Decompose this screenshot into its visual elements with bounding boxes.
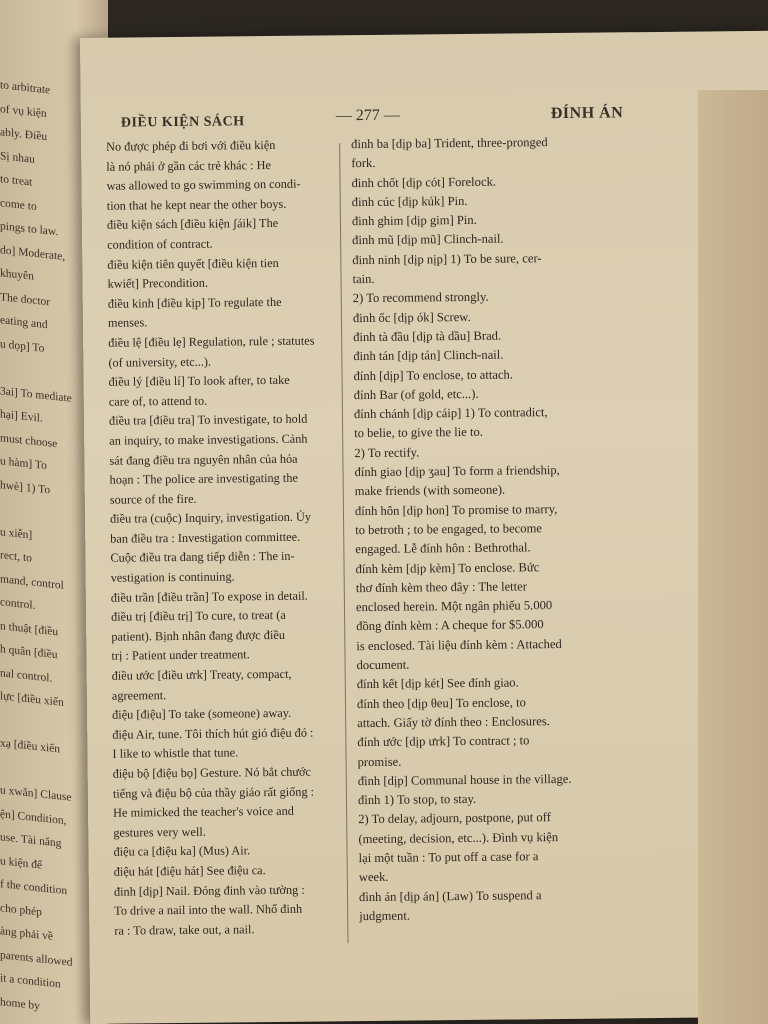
left-page-line: pings to law. <box>0 220 59 239</box>
left-page-line: u xiễn] <box>0 525 33 542</box>
header-left-guideword: ĐIỀU KIỆN SÁCH <box>120 114 245 131</box>
entry-line: (meeting, decision, etc...). Đình vụ kiện <box>358 829 559 846</box>
entry-line: thơ đính kèm theo đây : The letter <box>355 579 527 595</box>
page-edge <box>698 90 768 1024</box>
entry-line: engaged. Lễ đính hôn : Bethrothal. <box>355 540 531 557</box>
left-page-line: to arbitrate <box>0 79 51 97</box>
entry-line: đính giao [dịp ʒau] To form a friendship, <box>354 463 560 480</box>
left-page-line: u hàm] To <box>0 455 47 473</box>
entry-line: đình 1) To stop, to stay. <box>357 791 477 808</box>
entry-line: điều lý [điều lí] To look after, to take <box>108 372 290 389</box>
entry-line: sát đang điều tra nguyên nhân của hỏa <box>109 451 298 468</box>
entry-line: kwiết] Precondition. <box>107 275 209 291</box>
left-page-line: lực [điều xiến <box>0 690 64 709</box>
left-page-line: nal control. <box>0 666 53 685</box>
left-page-line: control. <box>0 596 36 612</box>
left-page-line: u dọp] To <box>0 337 45 355</box>
entry-line: enclosed herein. Một ngân phiếu 5.000 <box>355 598 553 615</box>
entry-line: make friends (with someone). <box>354 482 506 499</box>
entry-line: is enclosed. Tài liệu đính kèm : Attached <box>356 636 562 653</box>
left-page-line: mand, control <box>0 572 64 592</box>
entry-line: tion that he kept near the other boys. <box>106 196 287 213</box>
entry-line: điều kinh [điều kịp] To regulate the <box>107 294 282 311</box>
entry-line: đính ước [dịp ưrk] To contract ; to <box>357 733 530 750</box>
entry-line: an inquiry, to make investigations. Cảnh <box>109 431 308 448</box>
entry-line: agreement. <box>111 687 167 703</box>
page-number: — 277 — <box>335 106 400 125</box>
entry-line: (of university, etc...). <box>108 354 212 370</box>
left-page-line: of vụ kiện <box>0 102 47 120</box>
left-page-line: use. Tài năng <box>0 831 62 850</box>
entry-line: điều ước [điều ưrk] Treaty, compact, <box>111 666 292 683</box>
entry-line: ra : To draw, take out, a nail. <box>114 921 255 938</box>
entry-line: điệu [điệu] To take (someone) away. <box>112 706 292 722</box>
entry-line: đinh mũ [dịp mũ] Clinch-nail. <box>352 232 504 248</box>
entry-line: condition of contract. <box>107 236 213 252</box>
left-page-line: Sị nhau <box>0 149 35 166</box>
left-page-line: rect, to <box>0 549 32 565</box>
entry-line: judgment. <box>359 908 411 923</box>
left-page-line: u xwǎn] Clause <box>0 784 72 804</box>
entry-line: điều trần [điều trần] To expose in detail. <box>110 588 308 605</box>
left-page-line: eating and <box>0 314 48 332</box>
left-page-line: come to <box>0 196 37 213</box>
left-page-line: hại] Evil. <box>0 408 43 425</box>
entry-line: 2) To rectify. <box>354 445 420 460</box>
left-page-line: ện] Condition, <box>0 807 67 827</box>
entry-line: week. <box>358 870 389 885</box>
entry-line: lại một tuần : To put off a case for a <box>358 849 539 866</box>
left-page-line: h quân [điều <box>0 643 58 662</box>
left-page-line: u kiện để <box>0 854 43 872</box>
dictionary-page <box>80 31 768 1024</box>
entry-line: điều lệ [điều lẹ] Regulation, rule ; statutes <box>108 333 315 350</box>
entry-line: đinh tà đầu [dịp tà dầu] Brad. <box>353 328 502 345</box>
entry-line: đính hôn [dịp hon] To promise to marry, <box>354 501 558 518</box>
entry-line: đính kết [dịp két] See đính giao. <box>356 675 519 692</box>
entry-line: Cuộc điều tra đang tiếp diễn : The in- <box>110 549 295 566</box>
left-page-line: khuyên <box>0 267 34 283</box>
left-page-line: must choose <box>0 431 58 450</box>
entry-line: đính theo [dịp θeu] To enclose, to <box>356 694 527 711</box>
left-page-line: it a condition <box>0 972 61 991</box>
entry-line: I like to whistle that tune. <box>112 745 239 762</box>
entry-line: là nó phải ở gần các trẻ khác : He <box>106 157 272 174</box>
left-page-line: cho phép <box>0 901 42 919</box>
entry-line: đính kèm [dịp kèm] To enclose. Bức <box>355 559 540 576</box>
entry-line: đinh cúc [dịp kúk] Pin. <box>351 193 468 210</box>
left-page-line: The doctor <box>0 290 51 308</box>
entry-line: to belie, to give the lie to. <box>354 425 483 441</box>
left-column <box>106 135 342 941</box>
entry-line: điệu bộ [điệu bọ] Gesture. Nó bắt chước <box>112 764 312 781</box>
entry-line: To drive a nail into the wall. Nhổ đinh <box>114 901 303 918</box>
entry-line: đinh ba [dịp ba] Trident, three-pronged <box>351 135 548 152</box>
left-page-line: xạ [điều xiến <box>0 737 61 756</box>
entry-line: đồng đính kèm : A cheque for $5.000 <box>356 617 544 634</box>
entry-line: trị : Patient under treatment. <box>111 647 250 664</box>
entry-line: He mimicked the teacher's voice and <box>113 803 294 820</box>
entry-line: care of, to attend to. <box>108 393 208 409</box>
entry-line: đính [dịp] To enclose, to attach. <box>353 367 514 383</box>
entry-line: đinh [dịp] Nail. Đóng đinh vào tường : <box>113 882 305 899</box>
entry-line: đính chánh [dịp cáip] 1) To contradict, <box>353 405 548 422</box>
entry-line: gestures very well. <box>113 824 206 840</box>
entry-line: đinh ninh [dịp nịp] 1) To be sure, cer- <box>352 250 542 267</box>
entry-line: đinh ghim [dịp gim] Pin. <box>351 213 477 229</box>
entry-line: tiếng và điệu bộ của thầy giáo rất giống : <box>112 784 315 801</box>
entry-line: điệu hát [điệu hát] See điệu ca. <box>113 863 266 879</box>
entry-line: đinh ốc [dịp ók] Screw. <box>352 309 471 325</box>
left-page-line: parents allowed <box>0 948 73 969</box>
entry-line: điệu ca [điệu ka] (Mus) Air. <box>113 843 251 860</box>
entry-line: ban điều tra : Investigation committee. <box>110 529 301 546</box>
entry-line: menses. <box>107 315 148 331</box>
entry-line: điều tra (cuộc) Inquiry, investigation. Ủy <box>109 509 312 526</box>
entry-line: to betroth ; to be engaged, to become <box>355 521 542 538</box>
entry-line: No được phép đi bơi với điều kiện <box>106 137 276 154</box>
entry-line: promise. <box>357 754 402 769</box>
entry-line: điệu Air, tune. Tôi thích hút gió điệu đó : <box>112 725 314 742</box>
left-page-line: do] Moderate, <box>0 243 66 263</box>
entry-line: điều tra [điều tra] To investigate, to hold <box>108 411 308 429</box>
entry-line: đính Bar (of gold, etc...). <box>353 386 479 403</box>
entry-line: đinh tán [dịp tán] Clinch-nail. <box>353 347 504 364</box>
left-page-line: hwè] 1) To <box>0 478 51 496</box>
entry-line: đình [dịp] Communal house in the village. <box>357 771 572 788</box>
left-page-line: ably. Điều <box>0 126 48 144</box>
left-page-line: àng phải về <box>0 925 54 943</box>
entry-line: điều kiện sách [điều kiện ʃáik] The <box>106 216 279 233</box>
entry-line: tain. <box>352 272 375 287</box>
left-page-line: n thuật [điều <box>0 619 59 638</box>
left-page-line: home by <box>0 995 40 1012</box>
entry-line: was allowed to go swimming on condi- <box>106 176 301 193</box>
entry-line: attach. Giấy tờ đính theo : Enclosures. <box>357 714 550 731</box>
entry-line: fork. <box>351 156 376 171</box>
entry-line: source of the fire. <box>109 491 197 507</box>
entry-line: điều kiện tiên quyết [điều kiện tien <box>107 255 279 272</box>
entry-line: 2) To recommend strongly. <box>352 290 489 306</box>
entry-line: đình án [dịp án] (Law) To suspend a <box>358 887 542 904</box>
entry-line: đinh chốt [dịp cót] Forelock. <box>351 174 497 190</box>
left-page-line: to treat <box>0 173 33 189</box>
entry-line: 2) To delay, adjourn, postpone, put off <box>358 810 551 827</box>
left-page-line: f the condition <box>0 878 68 898</box>
header-right-guideword: ĐÍNH ÁN <box>550 104 624 123</box>
entry-line: điều trị [điều trị] To cure, to treat (a <box>110 608 286 624</box>
entry-line: patient). Bịnh nhân đang được điều <box>111 627 286 644</box>
entry-line: document. <box>356 657 410 673</box>
left-page-line: 3ai] To mediate <box>0 384 72 405</box>
entry-line: vestigation is continuing. <box>110 569 235 585</box>
right-column <box>351 132 681 927</box>
entry-line: hoạn : The police are investigating the <box>109 470 298 487</box>
